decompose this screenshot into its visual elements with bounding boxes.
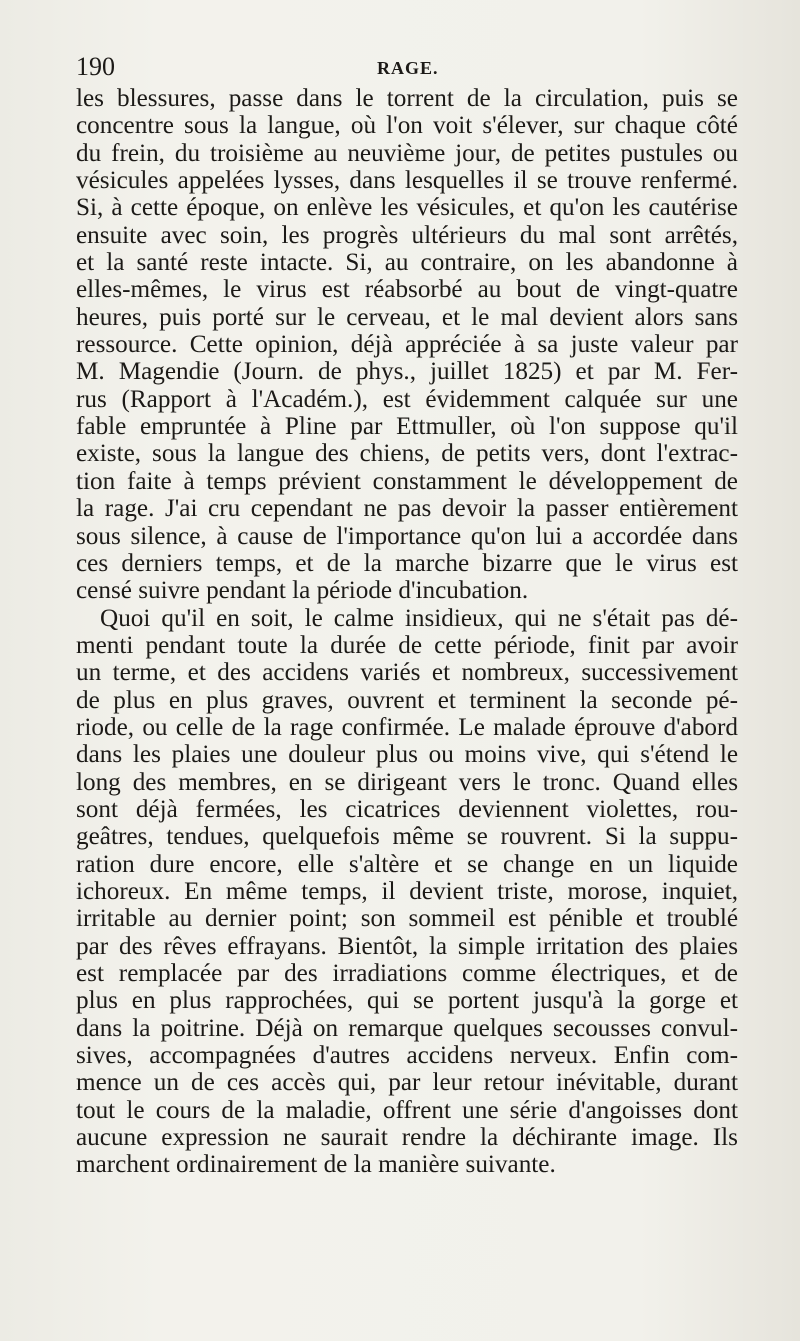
text-line: sont déjà fermées, les cicatrices deviennent violettes, rou- — [76, 795, 738, 823]
text-line: rus (Rapport à l'Académ.), est évidemment calquée sur une — [76, 385, 738, 413]
text-line: heures, puis porté sur le cerveau, et le mal devient alors sans — [76, 303, 738, 331]
page-header — [76, 52, 738, 84]
text-line: et la santé reste intacte. Si, au contraire, on les abandonne à — [76, 249, 738, 277]
text-line: marchent ordinairement de la manière suivante. — [76, 1151, 556, 1179]
text-line: dans les plaies une douleur plus ou moins vive, qui s'étend le — [76, 741, 738, 769]
text-line: existe, sous la langue des chiens, de petits vers, dont l'extrac- — [76, 440, 738, 468]
text-line: de plus en plus graves, ouvrent et terminent la seconde pé- — [76, 686, 738, 714]
text-line: menti pendant toute la durée de cette période, finit par avoir — [76, 631, 738, 659]
text-line: geâtres, tendues, quelquefois même se rouvrent. Si la suppu- — [76, 823, 738, 851]
text-line: censé suivre pendant la période d'incubation. — [76, 577, 529, 605]
text-line: sives, accompagnées d'autres accidens nerveux. Enfin com- — [76, 1042, 738, 1070]
text-line: ces derniers temps, et de la marche bizarre que le virus est — [76, 549, 738, 577]
text-line: vésicules appelées lysses, dans lesquelles il se trouve renfermé. — [76, 167, 738, 195]
text-line: concentre sous la langue, où l'on voit s'élever, sur chaque côté — [76, 112, 738, 140]
page-number: 190 — [76, 52, 115, 81]
text-line: tion faite à temps prévient constamment le développement de — [76, 467, 738, 495]
text-line: ichoreux. En même temps, il devient triste, morose, inquiet, — [76, 877, 738, 905]
body-text — [76, 85, 738, 1179]
text-line: Si, à cette époque, on enlève les vésicules, et qu'on les cautérise — [76, 194, 738, 222]
running-head: RAGE. — [377, 58, 439, 78]
text-line: par des rêves effrayans. Bientôt, la simple irritation des plaies — [76, 932, 738, 960]
text-line: la rage. J'ai cru cependant ne pas devoir la passer entièrement — [76, 495, 738, 523]
text-line: irritable au dernier point; son sommeil est pénible et troublé — [76, 905, 738, 933]
text-line: est remplacée par des irradiations comme électriques, et de — [76, 960, 738, 987]
text-line: les blessures, passe dans le torrent de la circulation, puis se — [76, 85, 738, 112]
text-line: un terme, et des accidens variés et nombreux, successivement — [76, 659, 738, 687]
text-line: sous silence, à cause de l'importance qu'on lui a accordée dans — [76, 522, 738, 550]
text-line: long des membres, en se dirigeant vers le tronc. Quand elles — [76, 768, 738, 796]
text-line: fable empruntée à Pline par Ettmuller, où l'on suppose qu'il — [76, 413, 738, 441]
text-line: ensuite avec soin, les progrès ultérieurs du mal sont arrêtés, — [76, 221, 738, 249]
text-line: dans la poitrine. Déjà on remarque quelques secousses convul- — [76, 1014, 738, 1042]
text-line: aucune expression ne saurait rendre la déchirante image. Ils — [76, 1124, 738, 1152]
text-line: riode, ou celle de la rage confirmée. Le malade éprouve d'abord — [76, 713, 738, 741]
text-line: du frein, du troisième au neuvième jour, de petites pustules ou — [76, 139, 738, 167]
text-line: plus en plus rapprochées, qui se portent jusqu'à la gorge et — [76, 987, 738, 1015]
text-line: M. Magendie (Journ. de phys., juillet 1825) et par M. Fer- — [76, 358, 738, 386]
text-line: ressource. Cette opinion, déjà appréciée à sa juste valeur par — [76, 331, 738, 359]
text-line: elles-mêmes, le virus est réabsorbé au bout de vingt-quatre — [76, 276, 738, 304]
text-line: Quoi qu'il en soit, le calme insidieux, qui ne s'était pas dé- — [100, 604, 738, 632]
text-line: ration dure encore, elle s'altère et se change en un liquide — [76, 850, 738, 878]
text-line: tout le cours de la maladie, offrent une série d'angoisses dont — [76, 1096, 738, 1124]
text-line: mence un de ces accès qui, par leur retour inévitable, durant — [76, 1069, 738, 1097]
